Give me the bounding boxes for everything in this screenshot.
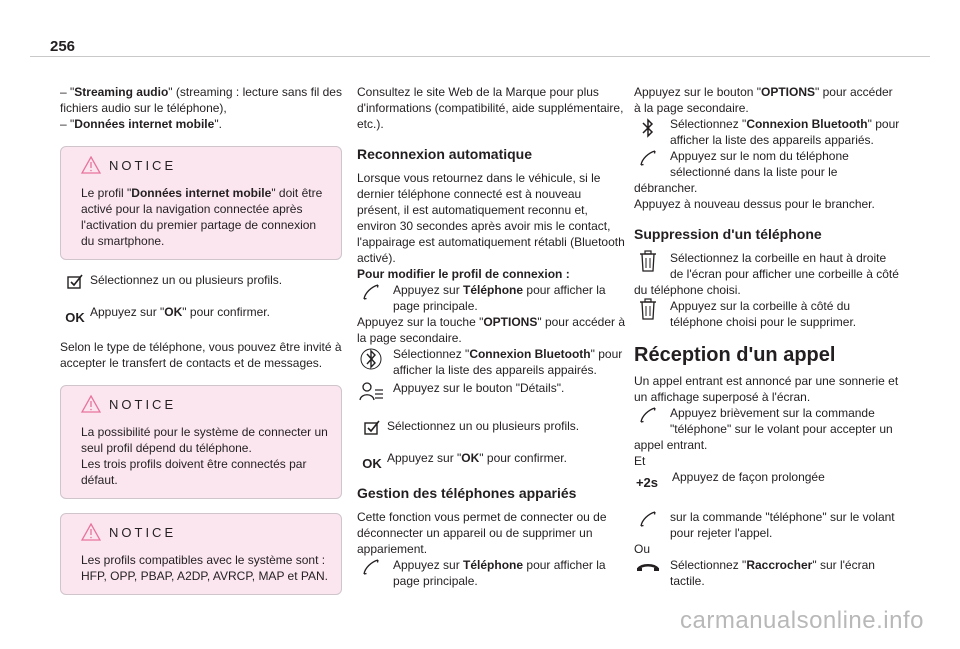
step-hangup: Sélectionnez "Raccrocher" sur l'écran tactile.	[634, 557, 902, 589]
header-rule	[30, 56, 930, 57]
hang-up-icon	[634, 557, 662, 583]
step-ok-2: OK Appuyez sur "OK" pour confirmer.	[357, 450, 627, 471]
phone-handset-icon	[357, 557, 385, 583]
heading-delete: Suppression d'un téléphone	[634, 226, 822, 242]
step-ok: OK Appuyez sur "OK" pour confirmer.	[60, 304, 342, 325]
modify-title: Pour modifier le profil de connexion :	[357, 267, 570, 281]
bluetooth-icon	[634, 116, 662, 142]
step-telephone-2: Appuyez sur Téléphone pour afficher la page principale.	[357, 557, 627, 589]
notice-text: La possibilité pour le système de connecter un seul profil dépend du téléphone.	[81, 425, 328, 455]
notice-box-3	[60, 513, 342, 595]
ok-icon: OK	[65, 310, 85, 325]
heading-reconnect: Reconnexion automatique	[357, 146, 533, 162]
notice-box-1	[60, 146, 342, 260]
bluetooth-icon	[357, 346, 385, 372]
step-options: Appuyez sur la touche "OPTIONS" pour accéder à la page secondaire.	[357, 315, 626, 345]
step-details: Appuyez sur le bouton "Détails".	[357, 380, 627, 406]
notice-text: Les profils compatibles avec le système sont : HFP, OPP, PBAP, A2DP, AVRCP, MAP et PAN.	[81, 553, 329, 583]
phone-handset-icon	[634, 148, 662, 174]
watermark: carmanualsonline.info	[680, 607, 924, 634]
dash-item-streaming: – "Streaming audio" (streaming : lecture sans fil des fichiers audio sur le téléphone),	[60, 85, 342, 115]
notice-title: NOTICE	[109, 524, 177, 540]
warning-triangle-icon	[81, 395, 101, 413]
column-2	[357, 84, 627, 589]
step-options: Appuyez sur le bouton "OPTIONS" pour accéder à la page secondaire.	[634, 85, 893, 115]
intro-text: Consultez le site Web de la Marque pour plus d'informations (compatibilité, aide supplémentaire, etc.).	[357, 85, 624, 131]
phone-handset-icon	[634, 405, 662, 431]
checkbox-icon	[357, 418, 387, 436]
step-trash-2: Appuyez sur la corbeille à côté du téléphone choisi pour le supprimer.	[634, 298, 902, 330]
ok-icon: OK	[362, 456, 382, 471]
column-1	[60, 84, 342, 607]
step-bluetooth: Sélectionnez "Connexion Bluetooth" pour afficher la liste des appareils appairés.	[357, 346, 627, 378]
long-press-icon: +2s	[635, 475, 659, 490]
heading-manage: Gestion des téléphones appariés	[357, 485, 577, 501]
phone-handset-icon	[357, 282, 385, 308]
step-trash-1: Sélectionnez la corbeille en haut à droite de l'écran pour afficher une corbeille à côté du téléphone choisi.	[634, 251, 899, 297]
trash-icon	[634, 250, 662, 276]
step-long-press: +2s Appuyez de façon prolongée	[634, 469, 902, 501]
step-select-profiles-2: Sélectionnez un ou plusieurs profils.	[357, 418, 627, 436]
notice-title: NOTICE	[109, 157, 177, 173]
warning-triangle-icon	[81, 156, 101, 174]
step-select-profiles: Sélectionnez un ou plusieurs profils.	[60, 272, 342, 290]
notice-title: NOTICE	[109, 396, 177, 412]
et-text: Et	[634, 454, 646, 468]
heading-call: Réception d'un appel	[634, 344, 836, 366]
step-telephone: Appuyez sur Téléphone pour afficher la page principale.	[357, 282, 627, 314]
call-intro: Un appel entrant est annoncé par une sonnerie et un affichage superposé à l'écran.	[634, 374, 899, 404]
checkbox-icon	[60, 272, 90, 290]
paragraph-transfer: Selon le type de téléphone, vous pouvez être invité à accepter le transfert de contacts et de messages.	[60, 340, 342, 370]
step-reconnect: Appuyez à nouveau dessus pour le brancher.	[634, 197, 875, 211]
step-bluetooth: Sélectionnez "Connexion Bluetooth" pour afficher la liste des appareils appariés.	[634, 116, 902, 148]
dash-item-data: – "Données internet mobile".	[60, 117, 222, 131]
notice-box-2	[60, 385, 342, 499]
contact-details-icon	[357, 380, 385, 406]
phone-handset-icon	[634, 509, 662, 535]
ou-text: Ou	[634, 542, 651, 556]
manage-text: Cette fonction vous permet de connecter ou de déconnecter un appareil ou de supprimer un appariement.	[357, 510, 607, 556]
warning-triangle-icon	[81, 523, 101, 541]
page-number: 256	[50, 38, 76, 55]
notice-text: Les trois profils doivent être connectés par défaut.	[81, 457, 307, 487]
step-accept: Appuyez brièvement sur la commande "téléphone" sur le volant pour accepter un appel entrant.	[634, 406, 893, 452]
step-reject: sur la commande "téléphone" sur le volant pour rejeter l'appel.	[634, 509, 902, 541]
step-disconnect: Appuyez sur le nom du téléphone sélectionné dans la liste pour le débrancher.	[634, 149, 849, 195]
trash-icon	[634, 298, 662, 324]
notice-text: Le profil "Données internet mobile" doit être activé pour la navigation connectée après l'activation du premier partage de connexion du smartphone.	[81, 186, 323, 248]
reconnect-text: Lorsque vous retournez dans le véhicule, si le dernier téléphone connecté est à nouveau présent, il est automatiquement reconnu et, environ 30 secondes après avoir mis le contact, l'appairage est automatiquement rétabli (Bluetooth activé).	[357, 171, 625, 265]
column-3	[634, 84, 902, 589]
